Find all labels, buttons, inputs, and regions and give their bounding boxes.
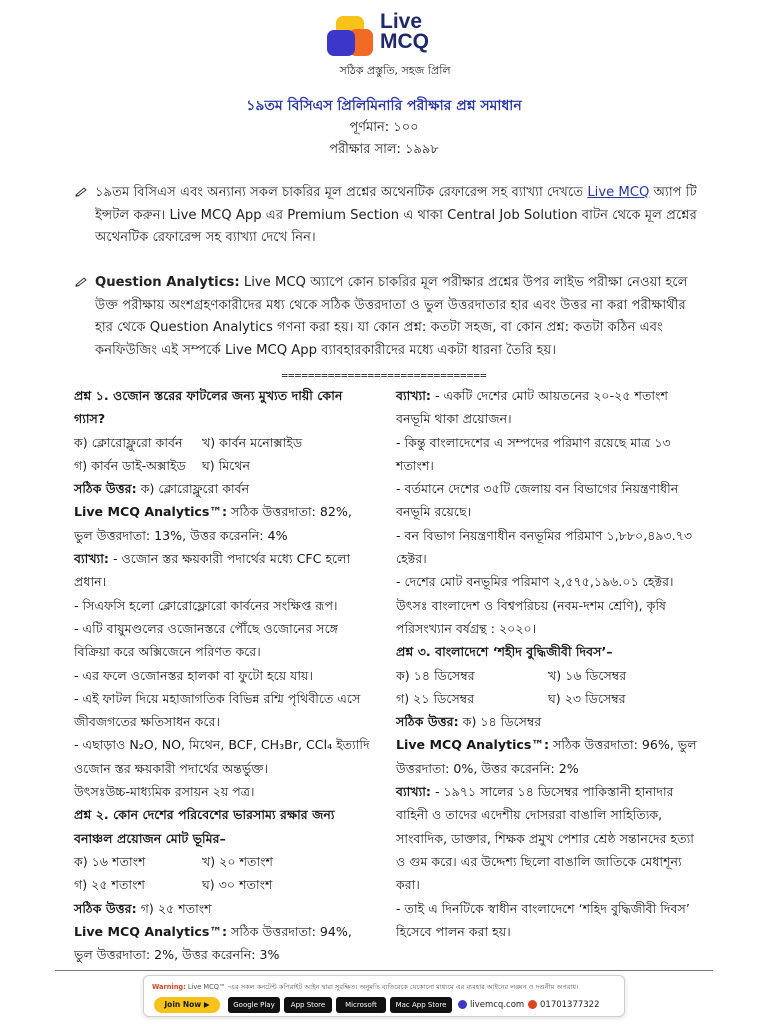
globe-icon <box>458 1000 467 1009</box>
explanation-line: - এর ফলে ওজোনস্তর হালকা বা ফুটো হয়ে যায়। <box>74 667 313 683</box>
question-1-title: প্রশ্ন ১. ওজোন স্তরের ফাটলের জন্য মুখ্যত দায়ী কোন গ্যাস? <box>74 388 343 427</box>
explanation-line: - কিন্তু বাংলাদেশের এ সম্পদের পরিমাণ রয়েছে মাত্র ১৩ শতাংশ। <box>396 434 671 473</box>
question-2-answer: সঠিক উত্তর: গ) ২৫ শতাংশ <box>74 900 212 916</box>
live-mcq-logo-icon <box>327 16 373 58</box>
question-2-analytics: Live MCQ Analytics™: সঠিক উত্তরদাতা: 94%, ভুল উত্তরদাতা: 2%, উত্তর করেননি: 3% <box>74 923 352 963</box>
brand-tagline: সঠিক প্রস্তুতি, সহজ প্রিলি <box>339 64 451 77</box>
explanation-line: - সিএফসি হলো ক্লোরোফ্লোরো কার্বনের সংক্ষিপ্ত রূপ। <box>74 597 338 613</box>
question-2-explanation: ব্যাখ্যা: - একটি দেশের মোট আয়তনের ২০-২৫ শতাংশ বনভূমি থাকা প্রয়োজন। <box>396 388 668 427</box>
explanation-line: - এটি বায়ুমণ্ডলের ওজোনস্তরে পৌঁছে ওজোনের সঙ্গে বিক্রিয়া করে অক্সিজেনে পরিণত করে। <box>74 620 338 660</box>
question-3-analytics: Live MCQ Analytics™: সঠিক উত্তরদাতা: 96%, ভুল উত্তরদাতা: 0%, উত্তর করেননি: 2% <box>396 737 697 776</box>
explanation-line: - তাই এ দিনটিকে স্বাধীন বাংলাদেশে ‘শহিদ বুদ্ধিজীবী দিবস’ হিসেবে পালন করা হয়। <box>396 900 690 939</box>
question-2-title: প্রশ্ন ২. কোন দেশের পরিবেশের ভারসাম্য রক্ষার জন্য বনাঞ্চল প্রয়োজন মোট ভূমির– <box>74 807 335 846</box>
copyright-warning: Warning: Live MCQ™ -এর সকল কনটেন্ট কপিরাইট আইন দ্বারা সুরক্ষিত। অনুমতি ব্যতিরেকে যেকোনো মাধ্যমে এর ব্যবহার আইনের লঙ্ঘন ও দণ্ডনীয় অপরাধ। <box>152 983 579 991</box>
explanation-line: - বন বিভাগ নিয়ন্ত্রণাধীন বনভূমির পরিমাণ ১,৮৮০,৪৯৩.৭৩ হেক্টর। <box>396 527 693 567</box>
pen-icon <box>75 274 89 288</box>
website-link[interactable]: livemcq.com <box>458 997 524 1013</box>
question-3-title: প্রশ্ন ৩. বাংলাদেশে ‘শহীদ বুদ্ধিজীবী দিবস’– <box>396 644 613 660</box>
live-mcq-link[interactable]: Live MCQ <box>587 185 650 200</box>
phone-number[interactable]: 01701377322 <box>528 997 600 1013</box>
question-1-source: উৎসঃউচ্চ-মাধ্যমিক রসায়ন ২য় পত্র। <box>74 784 255 800</box>
explanation-line: - এই ফাটল দিয়ে মহাজাগতিক বিভিন্ন রশ্মি পৃথিবীতে এসে জীবজগতের ক্ষতিসাধন করে। <box>74 690 361 730</box>
question-1-explanation: ব্যাখ্যা: - ওজোন স্তর ক্ষয়কারী পদার্থের মধ্যে CFC হলো প্রধান। <box>74 551 351 590</box>
mac-app-store-badge[interactable]: Mac App Store <box>390 997 452 1013</box>
question-3-explanation: ব্যাখ্যা: - ১৯৭১ সালের ১৪ ডিসেম্বর পাকিস্তানী হানাদার বাহিনী ও তাদের এদেশীয় দোসররা বাঙালি সাহিত্যিক, সাংবাদিক, ডাক্তার, শিক্ষক প্রমুখ পেশার শ্রেষ্ঠ সন্তানদের হত্যা ও গুম করে। এর উদ্দেশ্য ছিলো বাঙালি জাতিকে মেধাশূন্য করা। <box>396 784 694 893</box>
title-block <box>0 95 768 161</box>
explanation-line: - বর্তমানে দেশের ৩৫টি জেলায় বন বিভাগের নিয়ন্ত্রণাধীন বনভূমি রয়েছে। <box>396 481 679 520</box>
full-marks: পূর্ণমান: ১০০ <box>349 120 419 135</box>
header <box>0 10 768 86</box>
brand-name: Live MCQ <box>380 10 429 53</box>
left-column <box>74 384 374 966</box>
intro-paragraph-2: Question Analytics: Live MCQ অ্যাপে কোন চাকরির মূল পরীক্ষার প্রশ্নের উপর লাইভ পরীক্ষা নেওয়া হলে উক্ত পরীক্ষায় অংশগ্রহণকারীদের মধ্য থেকে সঠিক উত্তরদাতা ও ভুল উত্তরদাতার হার এবং উত্তর না করা পরীক্ষার্থীর হার থেকে Question Analytics গণনা করা হয়। যা কোন প্রশ্ন: কতটা সহজ, বা কোন প্রশ্ন: কতটা কঠিন এবং কনফিউজিং এই সম্পর্কে Live MCQ App ব্যাবহারকারীদের মধ্যে একটা ধারনা তৈরি হয়। <box>95 272 703 362</box>
exam-year: পরীক্ষার সাল: ১৯৯৮ <box>329 142 439 157</box>
question-2-options: ক) ১৬ শতাংশ খ) ২০ শতাংশ গ) ২৫ শতাংশ ঘ) ৩০ শতাংশ <box>74 853 273 893</box>
google-play-badge[interactable]: Google Play <box>228 997 280 1013</box>
question-2-source: উৎসঃ বাংলাদেশ ও বিশ্বপরিচয় (নবম-দশম শ্রেণি), কৃষি পরিসংখ্যান বর্ষগ্রন্থ : ২০২০। <box>396 597 666 636</box>
question-analytics-label: Question Analytics: <box>95 275 240 290</box>
question-3-options: ক) ১৪ ডিসেম্বর খ) ১৬ ডিসেম্বর গ) ২১ ডিসেম্বর ঘ) ২৩ ডিসেম্বর <box>396 667 627 706</box>
explanation-line: - এছাড়াও N₂O, NO, মিথেন, BCF, CH₃Br, CCl₄ ইত্যাদি ওজোন স্তর ক্ষয়কারী পদার্থের অন্তর্ভুক্ত। <box>74 737 370 776</box>
right-column <box>396 384 700 943</box>
pen-icon <box>75 184 89 198</box>
question-1-options: ক) ক্লোরোফ্লুরো কার্বন খ) কার্বন মনোক্সাইড গ) কার্বন ডাই-অক্সাইড ঘ) মিথেন <box>74 434 303 473</box>
question-1-answer: সঠিক উত্তর: ক) ক্লোরোফ্লুরো কার্বন <box>74 481 250 497</box>
footer-banner <box>143 975 625 1017</box>
microsoft-store-badge[interactable]: Microsoft <box>336 997 386 1013</box>
phone-icon <box>528 1000 537 1009</box>
app-store-badge[interactable]: App Store <box>284 997 332 1013</box>
intro-paragraph-1: ১৯তম বিসিএস এবং অন্যান্য সকল চাকরির মূল প্রশ্নের অথেনটিক রেফারেন্স সহ ব্যাখ্যা দেখতে Live MCQ অ্যাপ টি ইন্সটল করুন। Live MCQ App এর Premium Section এ থাকা Central Job Solution বাটন থেকে মূল প্রশ্নের অথেনটিক রেফারেন্স সহ ব্যাখ্যা দেখে নিন। <box>95 182 703 250</box>
footer-divider <box>55 970 713 971</box>
join-now-button[interactable]: Join Now ▶ <box>154 997 220 1013</box>
separator: =============================== <box>281 369 487 382</box>
question-1-analytics: Live MCQ Analytics™: সঠিক উত্তরদাতা: 82%, ভুল উত্তরদাতা: 13%, উত্তর করেননি: 4% <box>74 504 352 543</box>
page-title: ১৯তম বিসিএস প্রিলিমিনারি পরীক্ষার প্রশ্ন সমাধান <box>246 98 522 114</box>
question-3-answer: সঠিক উত্তর: ক) ১৪ ডিসেম্বর <box>396 714 542 730</box>
explanation-line: - দেশের মোট বনভূমির পরিমাণ ২,৫৭৫,১৯৬.০১ হেক্টর। <box>396 574 674 590</box>
